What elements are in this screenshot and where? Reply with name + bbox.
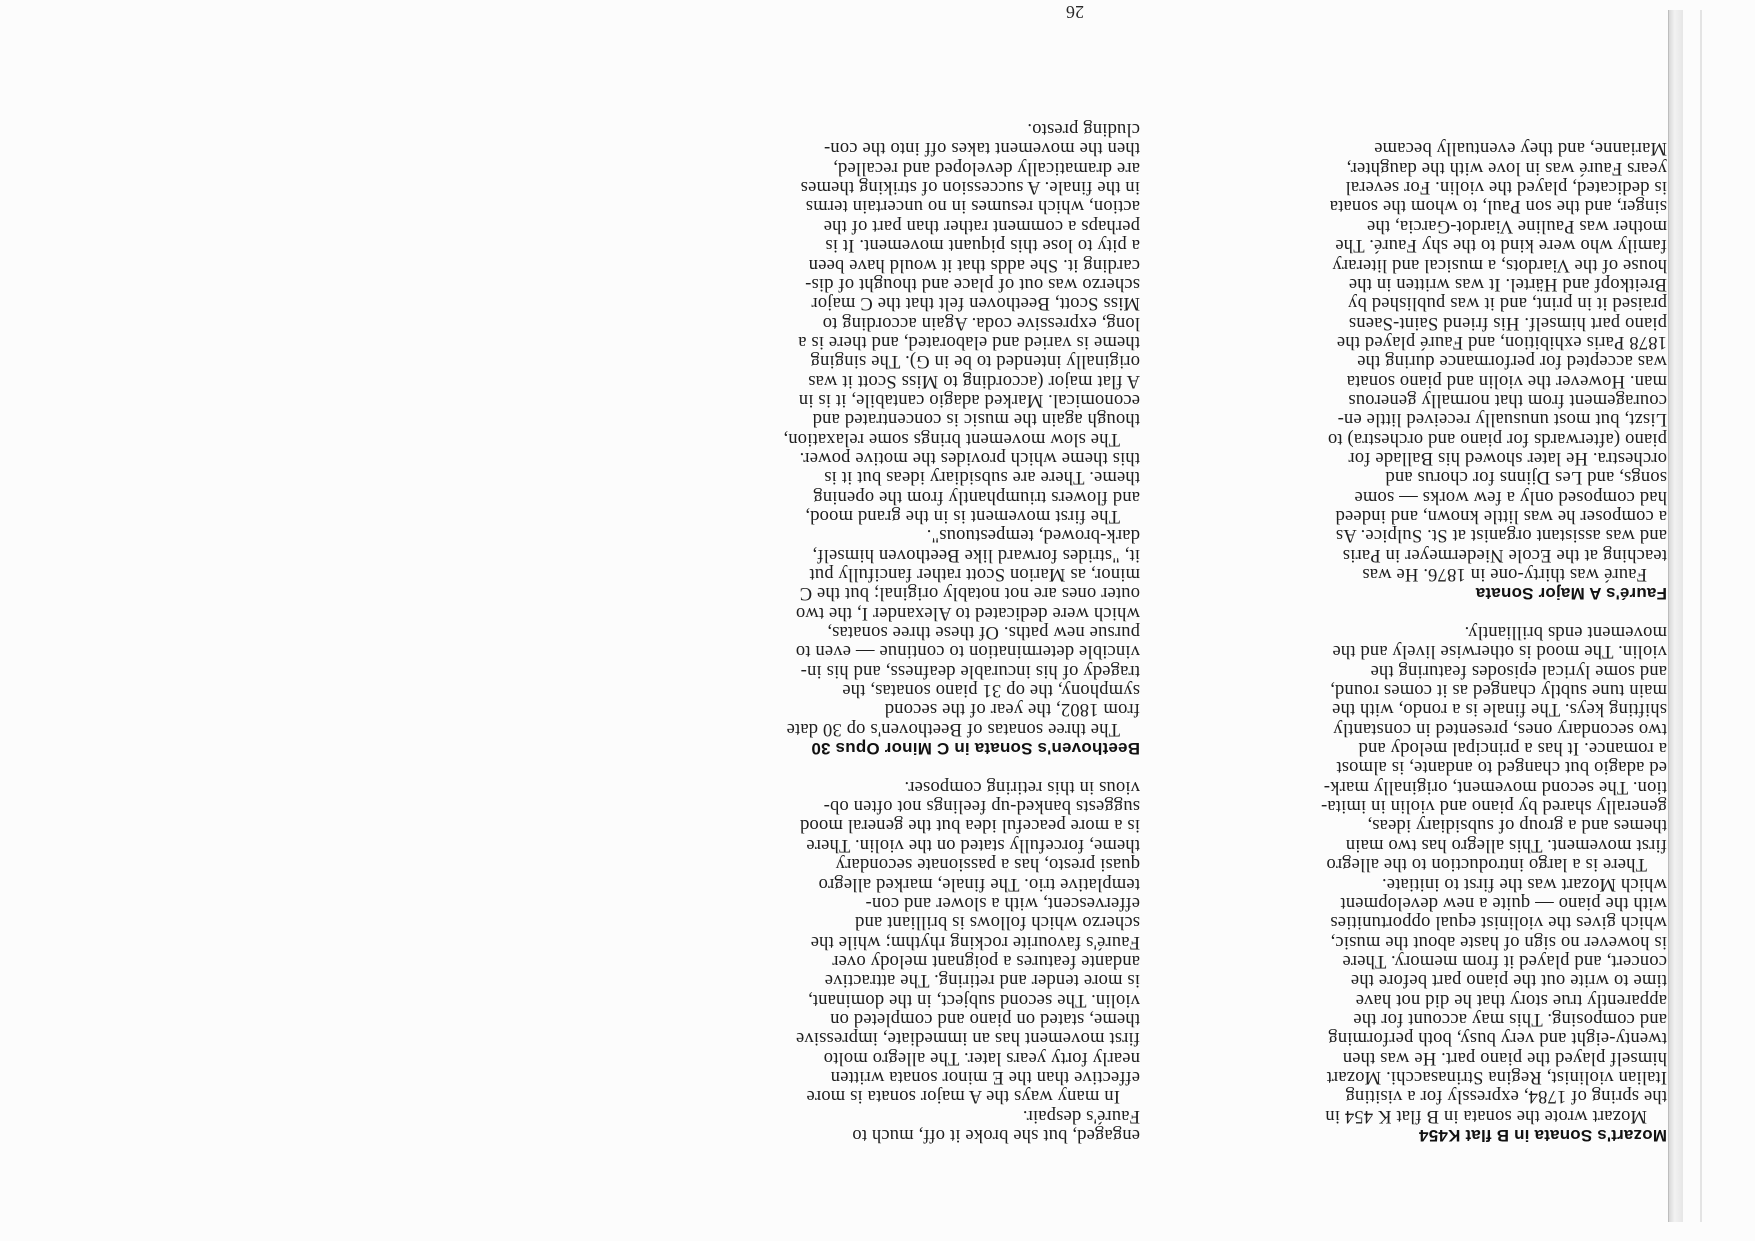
right-column-section-heading: Beethoven's Sonata in C Minor Opus 30 bbox=[811, 739, 1140, 759]
left-column-text-line: and composing. This may account for the bbox=[1353, 1008, 1667, 1030]
right-column-text-line: effervescent, with a slower and con- bbox=[865, 892, 1140, 914]
right-column-text-line: violin. The second subject, in the dominant, bbox=[807, 989, 1140, 1011]
left-column-text-line: Italian violinist, Regina Strinasacchi. Mozart bbox=[1326, 1066, 1667, 1088]
right-column-text-line: minor, as Marion Scott rather fancifully put bbox=[809, 564, 1140, 586]
right-column-text-line: theme. There are subsidiary ideas but it is bbox=[824, 467, 1140, 489]
right-column-text-line: symphony, the op 31 piano sonatas, the bbox=[842, 680, 1140, 702]
left-column-text-line: the spring of 1784, expressly for a visiting bbox=[1345, 1086, 1667, 1108]
left-column-text-line: was accepted for performance during the bbox=[1357, 351, 1667, 373]
left-column-text-line: piano (afterwards for piano and orchestra) to bbox=[1327, 428, 1667, 450]
right-column-text-line: Miss Scott, Beethoven felt that the C major bbox=[811, 293, 1140, 315]
right-column-text-line: and flowers triumphantly from the opening bbox=[813, 486, 1140, 508]
right-column-text-line: theme is varied and elaborated, and there is a bbox=[798, 331, 1140, 353]
left-column-section-heading: Mozart's Sonata in B flat K454 bbox=[1418, 1126, 1667, 1145]
right-column-text-line: scherzo which follows is brilliant and bbox=[854, 912, 1140, 934]
right-column-text-line: templative trio. The finale, marked allegro bbox=[818, 873, 1140, 895]
right-column-text-line: vincible determination to continue — even to bbox=[795, 641, 1140, 663]
right-column-text-line: carding it. She adds that it would have been bbox=[808, 254, 1140, 276]
left-column-text-line: and was assistant organist at St. Sulpice. As bbox=[1335, 525, 1667, 547]
right-column-text-line: cluding presto. bbox=[1027, 119, 1140, 141]
left-column-text-line: teaching at the Ecole Niedermeyer in Paris bbox=[1342, 544, 1667, 566]
right-column-text-line: suggests banked-up feelings not often ob- bbox=[823, 796, 1140, 818]
left-column-text-line: which gives the violinist equal opportunities bbox=[1330, 912, 1667, 934]
left-column-text-line: main tune subtly changed as it comes round, bbox=[1330, 680, 1667, 702]
left-column-section-heading: Fauré's A Major Sonata bbox=[1475, 584, 1667, 604]
left-column bbox=[1167, 139, 1667, 1145]
right-column-text-line: theme, forcefully stated on the violin. There bbox=[806, 834, 1140, 856]
right-column-text-line: The slow movement brings some relaxation, bbox=[783, 428, 1120, 450]
left-column-text-line: is however no sign of haste about the music, bbox=[1330, 931, 1667, 953]
left-column-text-line: 1878 Paris exhibition, and Fauré played the bbox=[1336, 331, 1667, 353]
right-column-text-line: economical. Marked adagio cantabile, it is in bbox=[798, 389, 1140, 411]
left-column-text-line: couragement from that normally generous bbox=[1348, 389, 1667, 411]
right-column-text-line: dark-browed, tempestuous". bbox=[926, 525, 1140, 547]
left-column-text-line: Fauré was thirty-one in 1876. He was bbox=[1362, 564, 1647, 586]
left-column-text-line: tion. The second movement, originally mark- bbox=[1323, 776, 1667, 798]
right-column-text-line: The three sonatas of Beethoven's op 30 date bbox=[786, 718, 1120, 740]
left-column-text-line: violin. The mood is otherwise lively and the bbox=[1332, 641, 1667, 663]
left-column-text-line: years Fauré was in love with the daughter, bbox=[1346, 157, 1667, 179]
left-column-section-gap bbox=[1167, 603, 1667, 622]
left-column-text-line: had composed only a few works — some bbox=[1354, 486, 1667, 508]
right-column-text-line: In many ways the A major sonata is more bbox=[806, 1086, 1120, 1108]
right-column-text-line: from 1802, the year of the second bbox=[884, 699, 1140, 721]
right-column-text-line: though again the music is concentrated and bbox=[812, 409, 1140, 431]
left-column-text-line: twenty-eight and very busy, both performing bbox=[1328, 1028, 1667, 1050]
left-column-text-line: a composer he was little known, and indeed bbox=[1335, 506, 1667, 527]
left-column-text-line: with the piano — quite a new development bbox=[1340, 892, 1667, 914]
right-column-text-line: originally intended to be in G). The singing bbox=[810, 351, 1140, 373]
right-column-text-line: engaged, but she broke it off, much to bbox=[852, 1125, 1140, 1146]
left-column-text-line: singer, and the son Paul, to whom the sonata bbox=[1329, 196, 1667, 218]
left-column-text-line: first movement. This allegro has two main bbox=[1345, 834, 1667, 856]
left-column-text-line: a romance. It has a principal melody and bbox=[1358, 738, 1667, 760]
right-column-text-line: in the finale. A succession of striking themes bbox=[800, 177, 1140, 199]
right-column-text-line: tragedy of his incurable deafness, and his in- bbox=[800, 660, 1140, 682]
left-column-text-line: which Mozart was the first to initiate. bbox=[1381, 873, 1667, 895]
right-column-text-line: then the movement takes off into the con- bbox=[823, 138, 1140, 160]
page-number: 26 bbox=[1066, 2, 1084, 22]
right-column-text-line: The first movement is in the grand mood, bbox=[805, 506, 1120, 527]
right-column-text-line: which were dedicated to Alexander I, the two bbox=[795, 602, 1140, 624]
right-column-text-line: vious in this retiring composer. bbox=[904, 776, 1140, 798]
left-column-text-line: Liszt, but most unusually received little en- bbox=[1337, 409, 1667, 431]
left-column-text-line: house of the Viardots, a musical and literary bbox=[1332, 254, 1667, 276]
left-column-text-line: Marianne, and they eventually became bbox=[1374, 138, 1667, 160]
left-column-text-line: There is a largo introduction to the allegro bbox=[1326, 854, 1647, 876]
right-column-text-line: is more tender and retiring. The attractive bbox=[824, 970, 1140, 992]
right-column-text-line: andante features a poignant melody over bbox=[832, 950, 1140, 972]
left-column-text-line: is dedicated, played the violin. For several bbox=[1345, 177, 1667, 199]
left-column-text-line: praised it in print, and it was published by bbox=[1347, 293, 1667, 315]
right-column-section-gap bbox=[630, 758, 1140, 777]
left-column-text-line: movement ends brilliantly. bbox=[1464, 622, 1667, 644]
left-column-text-line: man. However the violin and piano sonata bbox=[1346, 370, 1667, 392]
right-column-text-line: A flat major (according to Miss Scott it was bbox=[808, 370, 1140, 392]
left-column-text-line: shifting keys. The finale is a rondo, with the bbox=[1332, 699, 1667, 721]
right-column-text-line: quasi presto, has a passionate secondary bbox=[835, 854, 1140, 876]
left-column-text-line: himself played the piano part. He was then bbox=[1342, 1047, 1667, 1069]
left-column-text-line: mother was Pauline Viardot-Garcia, the bbox=[1366, 215, 1667, 237]
left-column-text-line: Breitkopf and Härtel. It was written in the bbox=[1348, 273, 1667, 295]
left-column-text-line: and some lyrical episodes featuring the bbox=[1370, 660, 1667, 682]
left-column-text-line: piano part himself. His friend Saint-Saens bbox=[1348, 312, 1667, 334]
right-column-text-line: effective than the E minor sonata written bbox=[830, 1066, 1140, 1088]
left-column-text-line: Mozart wrote the sonata in B flat K 454 in bbox=[1325, 1105, 1647, 1127]
left-column-text-line: concert, and played it from memory. There bbox=[1342, 950, 1667, 972]
left-column-text-line: songs, and Les Djinns for chorus and bbox=[1385, 467, 1667, 489]
right-column-text-line: first movement has an immediate, impressive bbox=[795, 1028, 1140, 1050]
left-column-text-line: two secondary ones, presented in constantly bbox=[1333, 718, 1667, 740]
right-column-text-line: Fauré's despair. bbox=[1022, 1105, 1140, 1127]
left-column-text-line: family who were kind to the shy Fauré. The bbox=[1335, 235, 1667, 257]
left-column-text-line: orchestra. He later showed his Ballade for bbox=[1348, 447, 1667, 469]
right-column-text-line: a pity to lose this piquant movement. It is bbox=[825, 235, 1140, 257]
right-column-text-line: pursue new paths. Of these three sonatas, bbox=[827, 622, 1140, 644]
right-column-text-line: long, expressive coda. Again according to bbox=[822, 312, 1140, 334]
right-column-text-line: outer ones are not notably original; but the C bbox=[799, 583, 1140, 605]
right-column-text-line: it, "strides forward like Beethoven himself, bbox=[812, 544, 1140, 566]
right-column-text-line: theme, stated on piano and completed on bbox=[830, 1008, 1140, 1030]
right-column-text-line: nearly forty years later. The allegro molto bbox=[823, 1047, 1140, 1069]
right-column-text-line: is a more peaceful idea but the general mood bbox=[799, 815, 1140, 837]
left-column-text-line: time to write out the piano part before the bbox=[1350, 970, 1667, 992]
right-column-text-line: scherzo was out of place and thought of dis- bbox=[805, 273, 1140, 295]
right-column-text-line: are dramatically developed and recalled, bbox=[833, 157, 1140, 179]
right-column-text-line: this theme which provides the motive power. bbox=[799, 447, 1140, 469]
left-column-text-line: ed adagio but changed to andante, is almost bbox=[1336, 757, 1667, 779]
right-column-text-line: perhaps a comment rather than part of the bbox=[823, 215, 1140, 237]
right-column-text-line: action, which resumes in no uncertain terms bbox=[805, 196, 1140, 218]
right-column bbox=[630, 120, 1140, 1145]
left-column-text-line: themes and a group of subsidiary ideas, bbox=[1367, 815, 1667, 837]
right-column-text-line: Fauré's favourite rocking rhythm; while the bbox=[810, 931, 1140, 953]
left-column-text-line: apparently true story that he did not have bbox=[1355, 989, 1667, 1011]
left-column-text-line: generally shared by piano and violin in imita- bbox=[1320, 796, 1667, 818]
